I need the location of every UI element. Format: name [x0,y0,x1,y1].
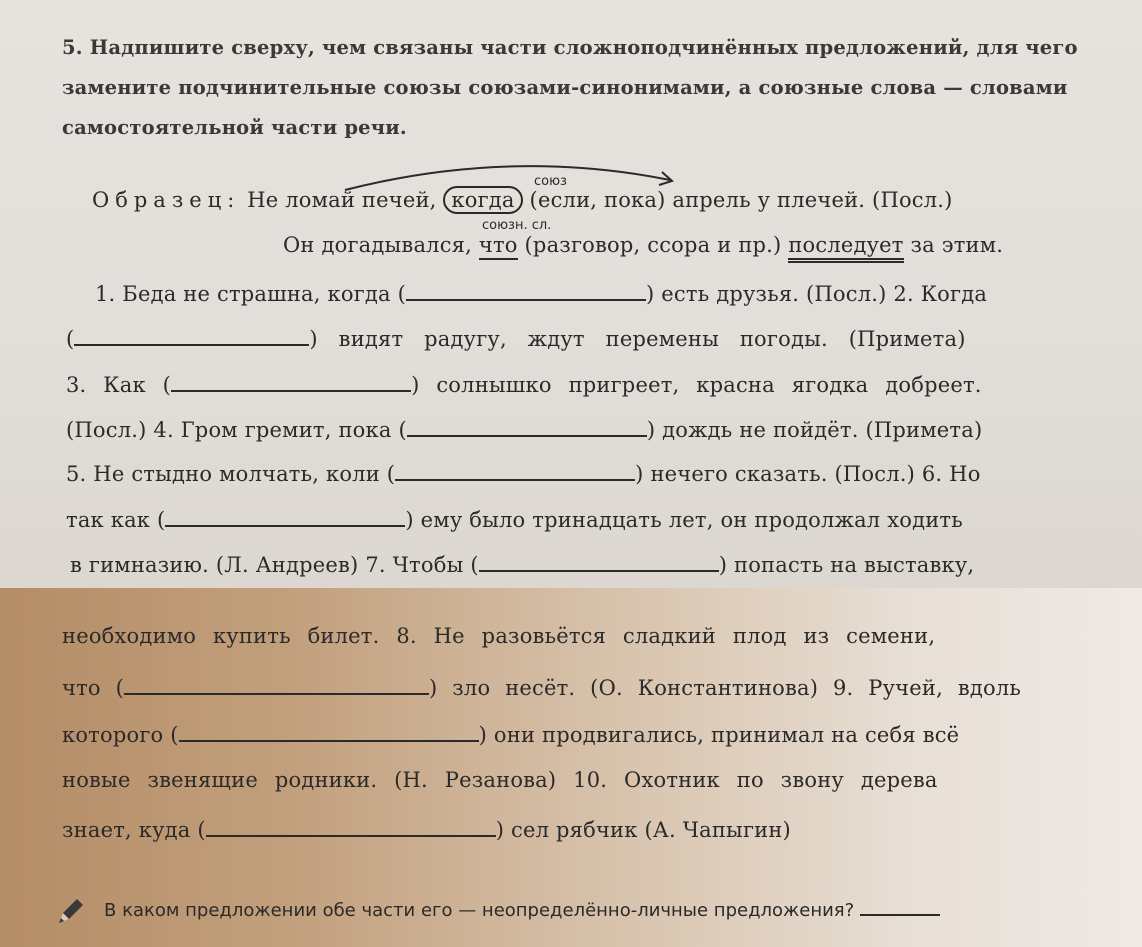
exercise-text: ) есть друзья. (Посл.) 2. Когда [646,282,988,306]
final-question-text: В каком предложении обе части его — неопределённо-личные предложения? [104,900,855,921]
example-annotation-allied-word: союзн. сл. [482,218,552,233]
answer-blank-10[interactable] [206,817,496,837]
exercise-text: ( [66,327,75,351]
exercise-line-7 [70,552,974,576]
exercise-text: что ( [62,676,125,700]
final-answer-blank[interactable] [860,896,940,916]
example-annotation-conjunction: союз [534,174,567,189]
exercise-line-11: новые звенящие родники. (Н. Резанова) 10. Охотник по звону дерева [62,768,938,792]
exercise-line-6 [66,507,963,531]
exercise-line-2 [66,326,966,350]
example-s2-after: за этим. [910,233,1004,257]
example-sentence-1 [92,190,953,211]
example-sentence-2 [283,235,1003,256]
exercise-text: ) сел рябчик (А. Чапыгин) [495,818,791,842]
exercise-text: 5. Не стыдно молчать, коли ( [66,462,396,486]
answer-blank-5[interactable] [395,461,635,481]
answer-blank-1[interactable] [406,281,646,301]
example-s2-word: что [479,233,518,260]
exercise-text: ) солнышко пригреет, красна ягодка добреет. [411,373,982,397]
exercise-line-12 [62,817,791,841]
exercise-line-10 [62,722,959,746]
exercise-text: которого ( [62,723,179,747]
exercise-text: знает, куда ( [62,818,206,842]
task-line-3: самостоятельной части речи. [62,116,407,139]
answer-blank-6[interactable] [165,507,405,527]
answer-blank-9[interactable] [179,722,479,742]
answer-blank-8[interactable] [124,675,429,695]
exercise-line-3 [66,372,982,396]
example-s2-before: Он догадывался, [283,233,472,257]
example-s2-verb: последует [788,233,903,263]
exercise-text: так как ( [66,508,166,532]
answer-blank-7[interactable] [479,552,719,572]
answer-blank-2[interactable] [74,326,309,346]
exercise-text: ) попасть на выставку, [718,553,975,577]
exercise-text: ) видят радугу, ждут перемены погоды. (Примета) [309,327,966,351]
exercise-text: 3. Как ( [66,373,172,397]
exercise-line-5 [66,461,981,485]
task-line-1: 5. Надпишите сверху, чем связаны части сложноподчинённых предложений, для чего [62,36,1078,59]
example-s1-word: когда [443,186,522,214]
exercise-line-4 [66,417,982,441]
exercise-line-1 [95,281,987,305]
exercise-text: в гимназию. (Л. Андреев) 7. Чтобы ( [70,553,479,577]
answer-blank-4[interactable] [407,417,647,437]
example-s1-before: Не ломай печей, [247,188,437,212]
exercise-text: ) ему было тринадцать лет, он продолжал ходить [405,508,963,532]
exercise-text: ) нечего сказать. (Посл.) 6. Но [635,462,981,486]
exercise-text: ) они продвигались, принимал на себя всё [478,723,960,747]
final-question [104,896,940,921]
example-s1-after: (если, пока) апрель у плечей. (Посл.) [529,188,953,212]
task-line-2: замените подчинительные союзы союзами-синонимами, а союзные слова — словами [62,76,1068,99]
exercise-line-8: необходимо купить билет. 8. Не разовьётся сладкий плод из семени, [62,624,936,648]
example-label: Образец: [92,188,241,212]
exercise-text: ) дождь не пойдёт. (Примета) [646,418,983,442]
answer-blank-3[interactable] [171,372,411,392]
pencil-icon [55,897,85,927]
exercise-text: (Посл.) 4. Гром гремит, пока ( [66,418,407,442]
example-s2-mid: (разговор, ссора и пр.) [524,233,782,257]
exercise-line-9 [62,675,1021,699]
exercise-text: ) зло несёт. (О. Константинова) 9. Ручей, вдоль [429,676,1022,700]
exercise-text: 1. Беда не страшна, когда ( [95,282,407,306]
